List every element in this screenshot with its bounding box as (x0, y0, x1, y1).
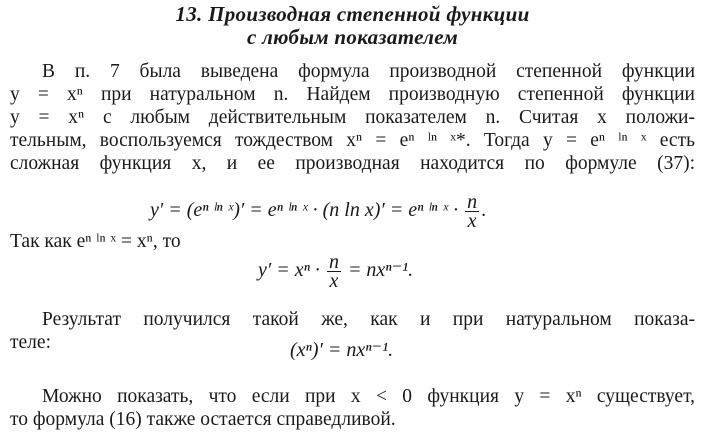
paragraph-4-line-1: Можно показать, что если при x < 0 функция y = xⁿ существует, (42, 386, 695, 407)
formula-1-numerator: n (467, 191, 478, 213)
paragraph-4 (10, 385, 695, 431)
paragraph-1 (10, 60, 695, 175)
formula-2-right: = nxⁿ⁻¹. (347, 259, 414, 282)
formula-2-fraction (327, 253, 341, 290)
formula-2-numerator: n (328, 251, 339, 273)
formula-3-text: (xⁿ)′ = nxⁿ⁻¹. (290, 339, 394, 361)
derivative-formula-2 (258, 253, 413, 290)
formula-1-expression: y′ = (eⁿ ˡⁿ ˣ)′ = eⁿ ˡⁿ ˣ · (n ln x)′ = eⁿ ˡⁿ ˣ · (150, 199, 459, 222)
paragraph-3-line-2: теле: (10, 332, 51, 353)
paragraph-1-line-1: В п. 7 была выведена формула производной степенной функции (42, 61, 695, 82)
paragraph-4-line-2: то формула (16) также остается справедливой. (10, 409, 396, 430)
formula-1-fraction (465, 193, 479, 230)
paragraph-2 (10, 230, 695, 253)
paragraph-1-line-5: сложная функция x, и ее производная находится по формуле (37): (10, 153, 695, 174)
formula-1-end: . (481, 199, 487, 222)
paragraph-1-line-4: тельным, воспользуемся тождеством xⁿ = eⁿ ˡⁿ ˣ*. Тогда y = eⁿ ˡⁿ ˣ есть (10, 130, 695, 151)
paragraph-1-line-3: y = xⁿ с любым действительным показателем n. Считая x положи- (10, 107, 695, 128)
formula-1-denominator: x (467, 210, 477, 232)
section-title-line-1: 13. Производная степенной функции (175, 2, 530, 26)
formula-2-denominator: x (329, 270, 339, 292)
section-title-line-2: с любым показателем (246, 25, 459, 49)
paragraph-3-line-1: Результат получился такой же, как и при натуральном показа- (42, 309, 695, 330)
paragraph-1-line-2: y = xⁿ при натуральном n. Найдем производную степенной функции (10, 84, 695, 105)
derivative-formula-1 (150, 193, 486, 230)
derivative-formula-3 (290, 339, 393, 362)
paragraph-2-line-1: Так как eⁿ ˡⁿ ˣ = xⁿ, то (10, 231, 181, 252)
formula-2-left: y′ = xⁿ · (258, 259, 320, 282)
